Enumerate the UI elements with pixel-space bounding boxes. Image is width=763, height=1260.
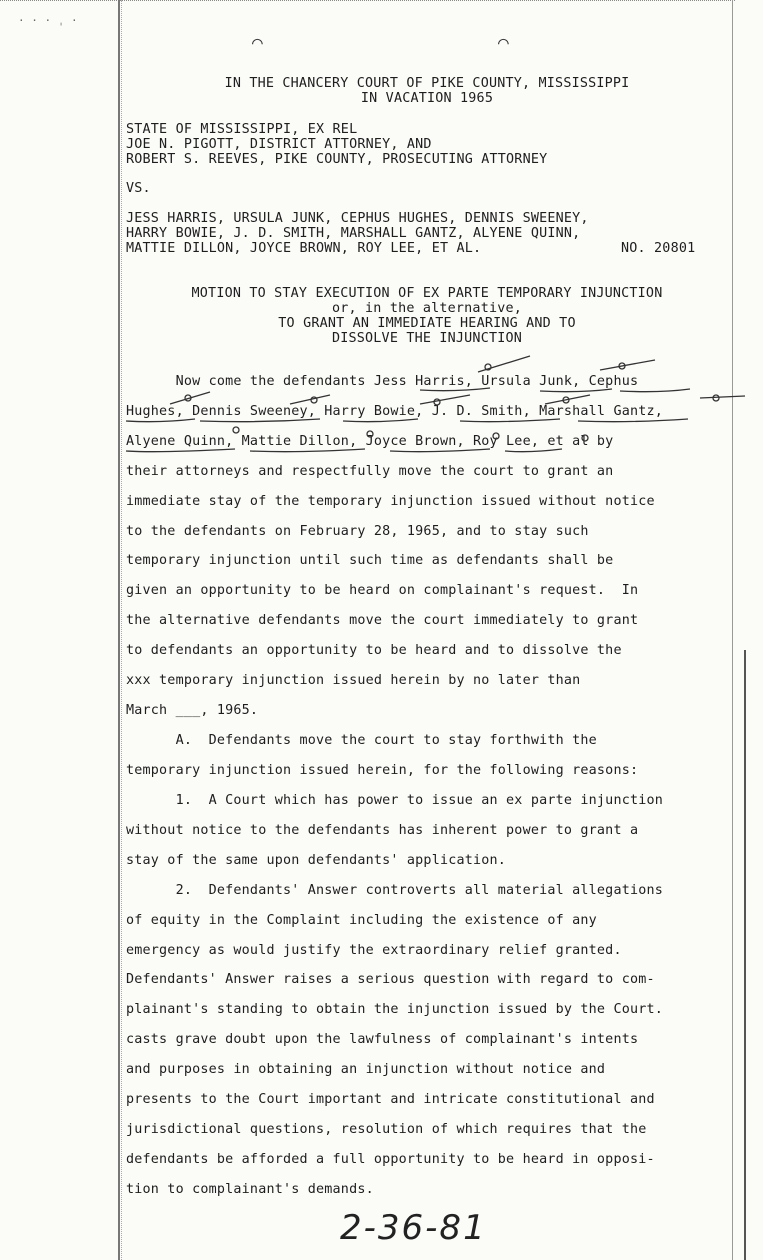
plaintiff-line: STATE OF MISSISSIPPI, EX REL [126, 122, 358, 137]
motion-title-line: TO GRANT AN IMMEDIATE HEARING AND TO [278, 316, 576, 331]
body-line: of equity in the Complaint including the existence of any [126, 913, 597, 928]
handwritten-page-stamp: 2-36-81 [340, 1208, 487, 1248]
body-line: stay of the same upon defendants' application. [126, 853, 507, 868]
body-line: Defendants' Answer raises a serious question with regard to com- [126, 972, 655, 987]
motion-title-line: MOTION TO STAY EXECUTION OF EX PARTE TEMPORARY INJUNCTION [191, 286, 663, 301]
body-line: Now come the defendants Jess Harris, Ursula Junk, Cephus [126, 374, 639, 389]
body-line: tion to complainant's demands. [126, 1182, 374, 1197]
court-session: IN VACATION 1965 [360, 91, 494, 106]
plaintiff-line: ROBERT S. REEVES, PIKE COUNTY, PROSECUTING ATTORNEY [126, 152, 548, 167]
body-line: jurisdictional questions, resolution of which requires that the [126, 1122, 647, 1137]
body-line: and purposes in obtaining an injunction without notice and [126, 1062, 606, 1077]
body-line: immediate stay of the temporary injunction issued without notice [126, 494, 655, 509]
defendant-line: HARRY BOWIE, J. D. SMITH, MARSHALL GANTZ, ALYENE QUINN, [126, 226, 581, 241]
case-number: NO. 20801 [621, 241, 696, 256]
body-line: casts grave doubt upon the lawfulness of complainant's intents [126, 1032, 639, 1047]
body-line: A. Defendants move the court to stay forthwith the [126, 733, 597, 748]
defendant-line: MATTIE DILLON, JOYCE BROWN, ROY LEE, ET AL. [126, 241, 482, 256]
defendant-line: JESS HARRIS, URSULA JUNK, CEPHUS HUGHES, DENNIS SWEENEY, [126, 211, 589, 226]
body-line: temporary injunction until such time as defendants shall be [126, 553, 614, 568]
motion-title-line: DISSOLVE THE INJUNCTION [331, 331, 523, 346]
body-line: plainant's standing to obtain the injunction issued by the Court. [126, 1002, 664, 1017]
body-line: 1. A Court which has power to issue an ex parte injunction [126, 793, 664, 808]
body-line: without notice to the defendants has inherent power to grant a [126, 823, 639, 838]
corner-smudge-marks: · · · ˌ · [18, 14, 78, 27]
plaintiff-line: JOE N. PIGOTT, DISTRICT ATTORNEY, AND [126, 137, 432, 152]
court-name: IN THE CHANCERY COURT OF PIKE COUNTY, MISSISSIPPI [224, 76, 630, 91]
body-line: Hughes, Dennis Sweeney, Harry Bowie, J. D. Smith, Marshall Gantz, [126, 404, 664, 419]
body-line: their attorneys and respectfully move the court to grant an [126, 464, 614, 479]
body-line: temporary injunction issued herein, for the following reasons: [126, 763, 639, 778]
body-line: the alternative defendants move the court immediately to grant [126, 613, 639, 628]
body-line: 2. Defendants' Answer controverts all material allegations [126, 883, 664, 898]
versus-label: VS. [126, 181, 151, 196]
check-mark-icon: ⌒ [498, 32, 509, 53]
body-line: emergency as would justify the extraordinary relief granted. [126, 943, 622, 958]
check-mark-icon: ⌒ [252, 32, 263, 53]
body-line: given an opportunity to be heard on complainant's request. In [126, 583, 639, 598]
body-line: to the defendants on February 28, 1965, and to stay such [126, 524, 589, 539]
body-line: xxx temporary injunction issued herein by no later than [126, 673, 581, 688]
body-line: defendants be afforded a full opportunity to be heard in opposi- [126, 1152, 655, 1167]
body-line: to defendants an opportunity to be heard and to dissolve the [126, 643, 622, 658]
body-line: presents to the Court important and intricate constitutional and [126, 1092, 655, 1107]
body-line: March ___, 1965. [126, 703, 259, 718]
body-line: Alyene Quinn, Mattie Dillon, Joyce Brown, Roy Lee, et al by [126, 434, 614, 449]
motion-title-line: or, in the alternative, [331, 301, 523, 316]
